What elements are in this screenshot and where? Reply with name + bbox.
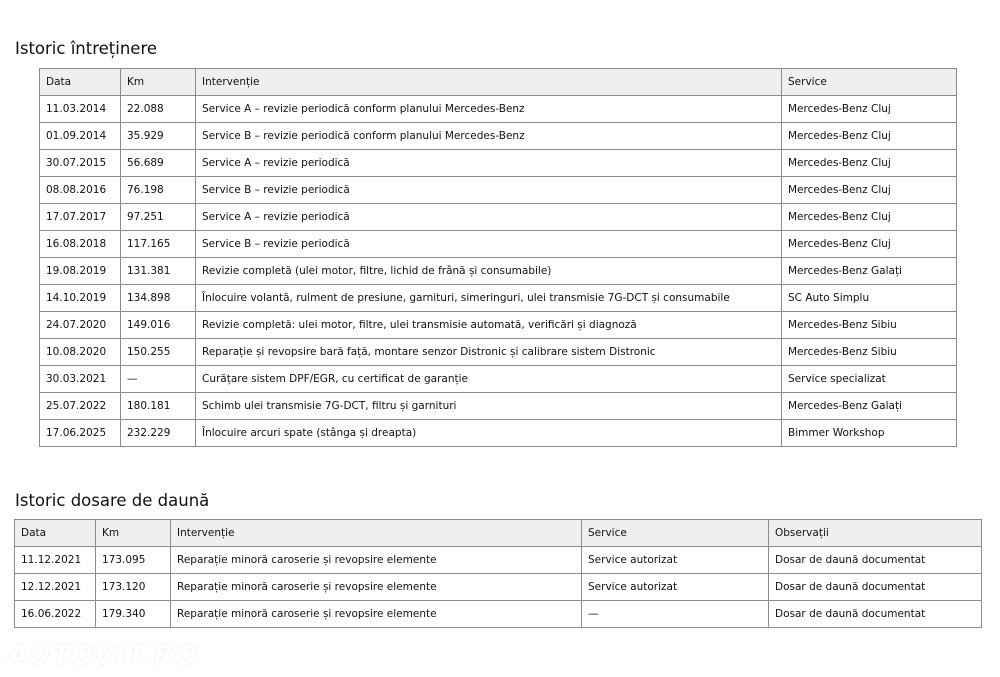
service-cell: Mercedes-Benz Sibiu: [782, 339, 957, 366]
km-cell: 232.229: [121, 420, 196, 447]
km-cell: 76.198: [121, 177, 196, 204]
date-cell: 19.08.2019: [40, 258, 121, 285]
service-cell: Mercedes-Benz Cluj: [782, 96, 957, 123]
km-cell: 22.088: [121, 96, 196, 123]
service-cell: Service autorizat: [582, 574, 769, 601]
date-cell: 30.03.2021: [40, 366, 121, 393]
table-row: [40, 204, 957, 231]
km-cell: —: [121, 366, 196, 393]
date-cell: 17.06.2025: [40, 420, 121, 447]
intervention-cell: Reparație și revopsire bară față, montare senzor Distronic și calibrare sistem Distronic: [196, 339, 782, 366]
table-row: [40, 123, 957, 150]
table-row: [40, 285, 957, 312]
km-cell: 149.016: [121, 312, 196, 339]
table-row: [40, 420, 957, 447]
table-header-row: [15, 520, 982, 547]
observations-cell: Dosar de daună documentat: [769, 574, 982, 601]
intervention-cell: Revizie completă: ulei motor, filtre, ulei transmisie automată, verificări și diagnoză: [196, 312, 782, 339]
column-header-service: Service: [782, 69, 957, 96]
intervention-cell: Reparație minoră caroserie și revopsire elemente: [171, 601, 582, 628]
column-header-date: Data: [15, 520, 96, 547]
intervention-cell: Schimb ulei transmisie 7G-DCT, filtru și garnituri: [196, 393, 782, 420]
km-cell: 173.095: [96, 547, 171, 574]
intervention-cell: Service A – revizie periodică: [196, 150, 782, 177]
service-cell: Mercedes-Benz Cluj: [782, 204, 957, 231]
maintenance-history-table: [39, 68, 957, 447]
km-cell: 56.689: [121, 150, 196, 177]
intervention-cell: Reparație minoră caroserie și revopsire elemente: [171, 547, 582, 574]
intervention-cell: Service B – revizie periodică conform planului Mercedes-Benz: [196, 123, 782, 150]
date-cell: 11.12.2021: [15, 547, 96, 574]
km-cell: 150.255: [121, 339, 196, 366]
date-cell: 01.09.2014: [40, 123, 121, 150]
table-row: [40, 258, 957, 285]
intervention-cell: Înlocuire arcuri spate (stânga și dreapta): [196, 420, 782, 447]
maintenance-history-title: Istoric întreținere: [15, 39, 158, 58]
service-cell: Service specializat: [782, 366, 957, 393]
service-cell: Mercedes-Benz Cluj: [782, 231, 957, 258]
km-cell: 97.251: [121, 204, 196, 231]
service-cell: Mercedes-Benz Galați: [782, 393, 957, 420]
table-row: [40, 339, 957, 366]
date-cell: 25.07.2022: [40, 393, 121, 420]
km-cell: 117.165: [121, 231, 196, 258]
km-cell: 35.929: [121, 123, 196, 150]
intervention-cell: Service B – revizie periodică: [196, 231, 782, 258]
service-cell: Mercedes-Benz Cluj: [782, 177, 957, 204]
km-cell: 134.898: [121, 285, 196, 312]
date-cell: 16.08.2018: [40, 231, 121, 258]
damage-claims-history-table: [14, 519, 982, 628]
intervention-cell: Reparație minoră caroserie și revopsire elemente: [171, 574, 582, 601]
column-header-service: Service: [582, 520, 769, 547]
service-cell: Mercedes-Benz Cluj: [782, 123, 957, 150]
observations-cell: Dosar de daună documentat: [769, 601, 982, 628]
date-cell: 10.08.2020: [40, 339, 121, 366]
table-row: [40, 150, 957, 177]
table-row: [15, 547, 982, 574]
damage-claims-history-title: Istoric dosare de daună: [15, 491, 210, 510]
service-cell: Mercedes-Benz Galați: [782, 258, 957, 285]
table-row: [40, 177, 957, 204]
watermark-logo: AUTOVIT.RO: [8, 640, 199, 671]
date-cell: 16.06.2022: [15, 601, 96, 628]
column-header-observations: Observații: [769, 520, 982, 547]
km-cell: 131.381: [121, 258, 196, 285]
date-cell: 14.10.2019: [40, 285, 121, 312]
service-cell: SC Auto Simplu: [782, 285, 957, 312]
date-cell: 12.12.2021: [15, 574, 96, 601]
intervention-cell: Service A – revizie periodică conform planului Mercedes-Benz: [196, 96, 782, 123]
service-cell: Service autorizat: [582, 547, 769, 574]
observations-cell: Dosar de daună documentat: [769, 547, 982, 574]
date-cell: 24.07.2020: [40, 312, 121, 339]
table-row: [40, 96, 957, 123]
date-cell: 17.07.2017: [40, 204, 121, 231]
table-row: [15, 574, 982, 601]
column-header-intervention: Intervenție: [171, 520, 582, 547]
km-cell: 173.120: [96, 574, 171, 601]
date-cell: 11.03.2014: [40, 96, 121, 123]
intervention-cell: Curățare sistem DPF/EGR, cu certificat de garanție: [196, 366, 782, 393]
table-row: [15, 601, 982, 628]
service-cell: Mercedes-Benz Cluj: [782, 150, 957, 177]
intervention-cell: Service A – revizie periodică: [196, 204, 782, 231]
table-row: [40, 366, 957, 393]
column-header-km: Km: [121, 69, 196, 96]
table-row: [40, 231, 957, 258]
service-cell: —: [582, 601, 769, 628]
intervention-cell: Revizie completă (ulei motor, filtre, lichid de frână și consumabile): [196, 258, 782, 285]
service-cell: Bimmer Workshop: [782, 420, 957, 447]
table-row: [40, 393, 957, 420]
date-cell: 30.07.2015: [40, 150, 121, 177]
table-row: [40, 312, 957, 339]
column-header-km: Km: [96, 520, 171, 547]
date-cell: 08.08.2016: [40, 177, 121, 204]
intervention-cell: Înlocuire volantă, rulment de presiune, garnituri, simeringuri, ulei transmisie 7G-DCT și consumabile: [196, 285, 782, 312]
service-cell: Mercedes-Benz Sibiu: [782, 312, 957, 339]
km-cell: 180.181: [121, 393, 196, 420]
column-header-date: Data: [40, 69, 121, 96]
intervention-cell: Service B – revizie periodică: [196, 177, 782, 204]
table-header-row: [40, 69, 957, 96]
column-header-intervention: Intervenție: [196, 69, 782, 96]
km-cell: 179.340: [96, 601, 171, 628]
